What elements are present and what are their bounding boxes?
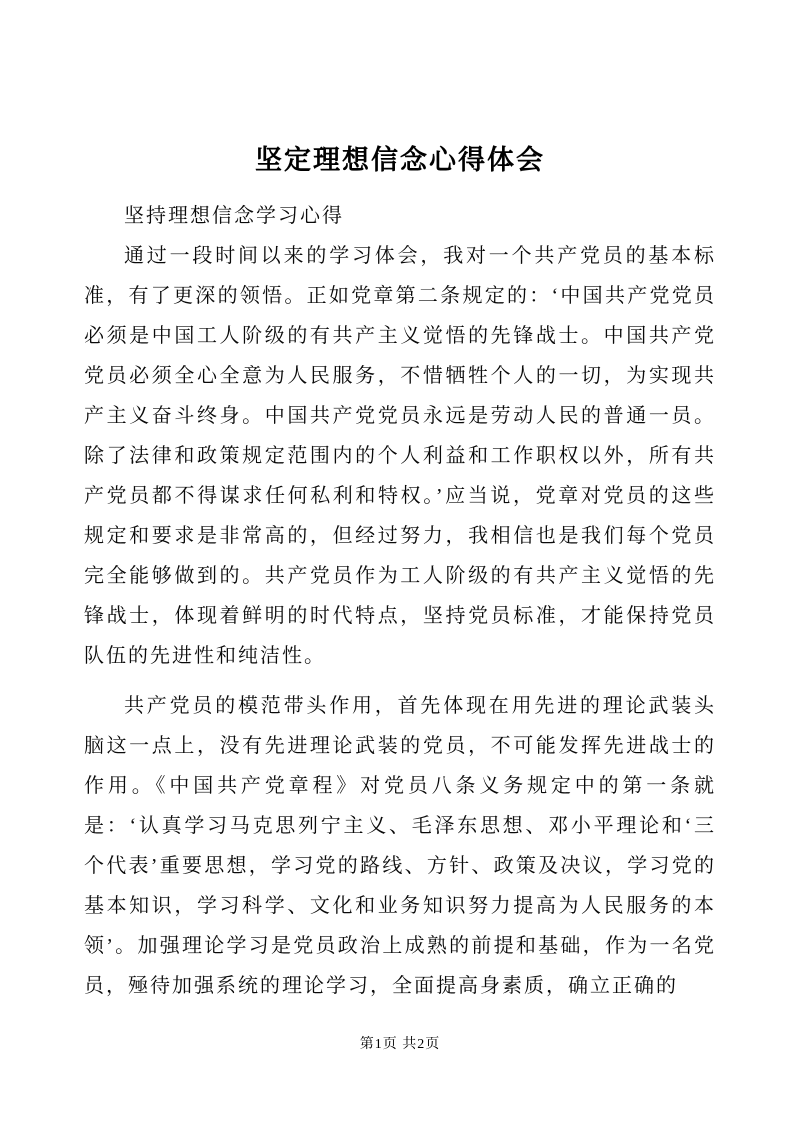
body-paragraph-1: 通过一段时间以来的学习体会，我对一个共产党员的基本标准，有了更深的领悟。正如党章第二条规定的：‘中国共产党党员必须是中国工人阶级的有共产主义觉悟的先锋战士。中国共产党党员必须全心全意为人民服务，不惜牺牲个人的一切，为实现共产主义奋斗终身。中国共产党党员永远是劳动人民的普通一员。除了法律和政策规定范围内的个人利益和工作职权以外，所有共产党员都不得谋求任何私利和特权。’应当说，党章对党员的这些规定和要求是非常高的，但经过努力，我相信也是我们每个党员完全能够做到的。共产党员作为工人阶级的有共产主义觉悟的先锋战士，体现着鲜明的时代特点，坚持党员标准，才能保持党员队伍的先进性和纯洁性。	[84, 245, 716, 667]
document-title: 坚定理想信念心得体会	[255, 145, 545, 175]
subtitle-paragraph: 坚持理想信念学习心得	[124, 205, 344, 227]
page-number-indicator: 第1页 共2页	[359, 1037, 441, 1052]
body-paragraph-2: 共产党员的模范带头作用，首先体现在用先进的理论武装头脑这一点上，没有先进理论武装的党员，不可能发挥先进战士的作用。《中国共产党章程》对党员八条义务规定中的第一条就是：‘认真学习马克思列宁主义、毛泽东思想、邓小平理论和‘三个代表’重要思想，学习党的路线、方针、政策及决议，学习党的基本知识，学习科学、文化和业务知识努力提高为人民服务的本领’。加强理论学习是党员政治上成熟的前提和基础，作为一名党员，殛待加强系统的理论学习，全面提高身素质，确立正确的	[84, 695, 716, 997]
page-footer	[0, 1033, 800, 1053]
